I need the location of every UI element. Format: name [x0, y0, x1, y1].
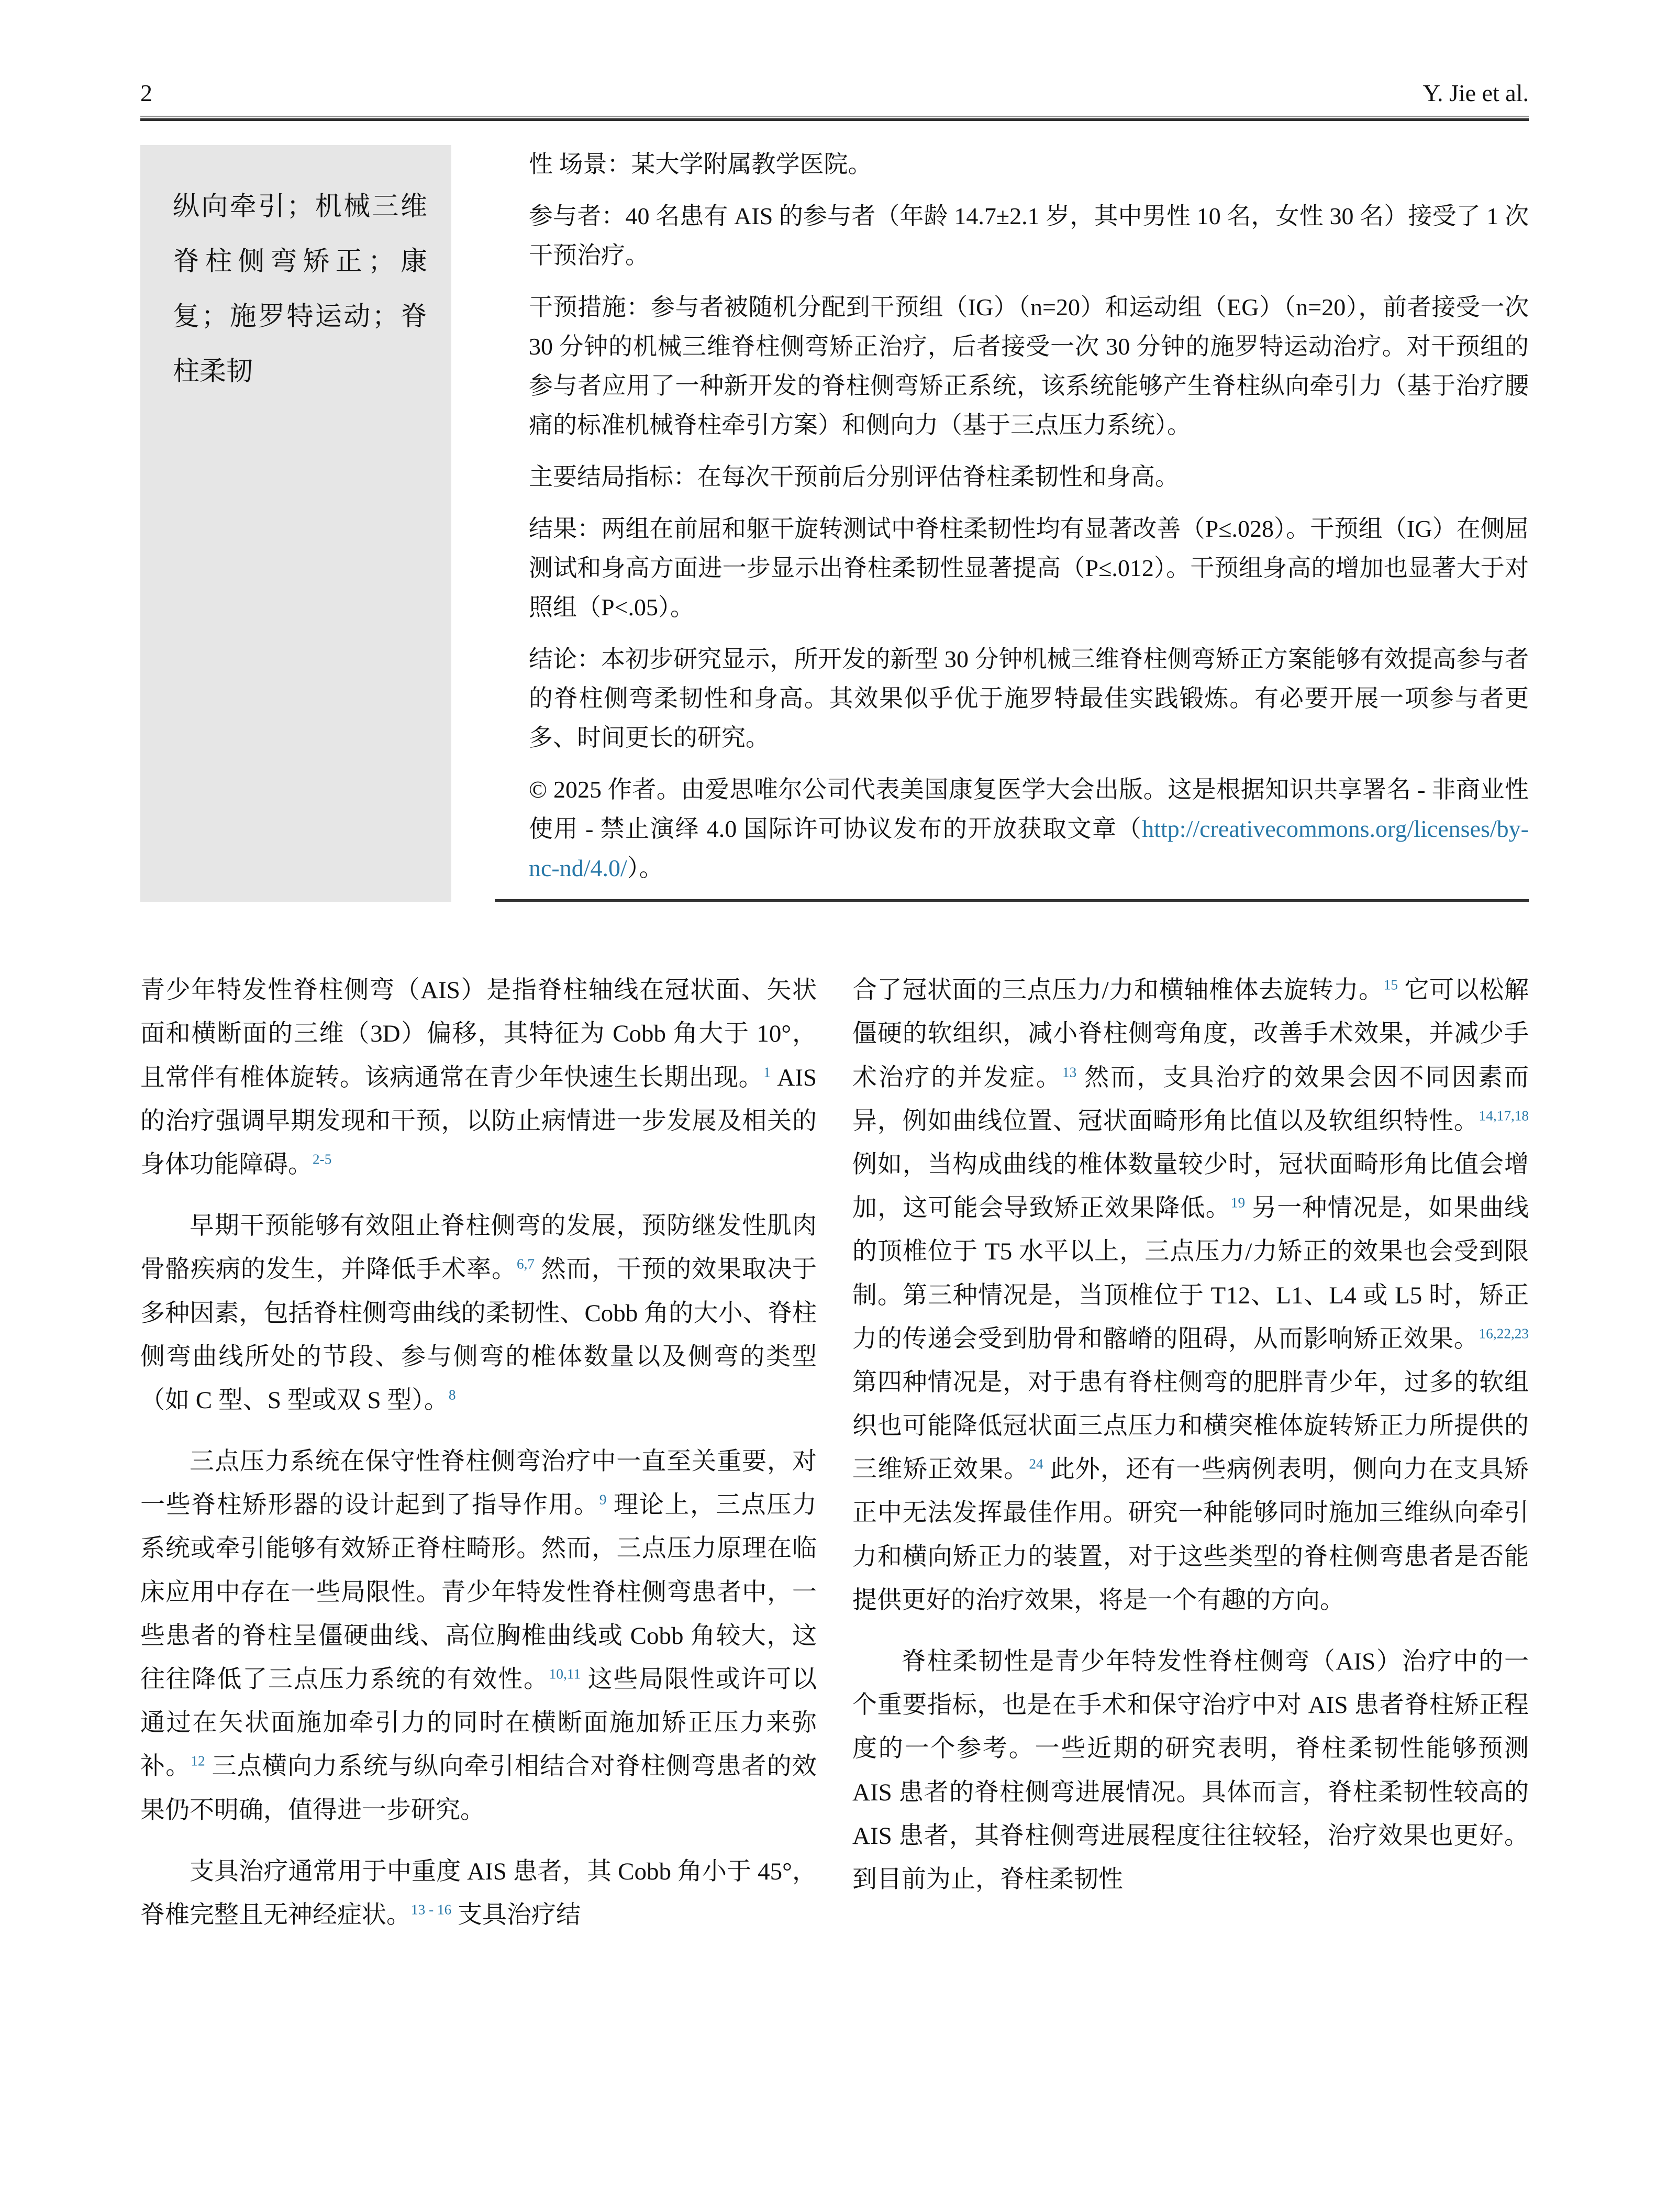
- copyright-paragraph: © 2025 作者。由爱思唯尔公司代表美国康复医学大会出版。这是根据知识共享署名 - 非商业性使用 - 禁止演绎 4.0 国际许可协议发布的开放获取文章（http://creativecommons.org/licenses/by-nc-nd/4.0/）。: [529, 776, 1529, 881]
- citation-ref[interactable]: 1: [763, 1064, 771, 1080]
- body-paragraph: 脊柱柔韧性是青少年特发性脊柱侧弯（AIS）治疗中的一个重要指标，也是在手术和保守治疗中对 AIS 患者脊柱矫正程度的一个参考。一些近期的研究表明，脊柱柔韧性能够预测 AIS 患者的脊柱侧弯进展情况。具体而言，脊柱柔韧性较高的 AIS 患者，其脊柱侧弯进展程度往往较轻，治疗效果也更好。到目前为止，脊柱柔韧性: [852, 1648, 1529, 1893]
- header-rule: [140, 116, 1529, 121]
- abstract-paragraph-setting: 性 场景：某大学附属教学医院。: [529, 151, 872, 178]
- abstract-paragraph-results: 结果：两组在前屈和躯干旋转测试中脊柱柔韧性均有显著改善（P≤.028）。干预组（IG）在侧屈测试和身高方面进一步显示出脊柱柔韧性显著提高（P≤.012）。干预组身高的增加也显著大于对照组（P<.05）。: [529, 515, 1529, 621]
- citation-ref[interactable]: 16,22,23: [1479, 1325, 1529, 1342]
- left-column: [140, 969, 817, 1955]
- body-paragraph: 合了冠状面的三点压力/力和横轴椎体去旋转力。$^{15}$ 它可以松解僵硬的软组织，减小脊柱侧弯角度，改善手术效果，并减少手术治疗的并发症。$^{13}$ 然而，支具治疗的效果会因不同因素而异，例如曲线位置、冠状面畸形角比值以及软组织特性。$^{14,17,18}$ 例如，当构成曲线的椎体数量较少时，冠状面畸形角比值会增加，这可能会导致矫正效果降低。$^{19}$ 另一种情况是，如果曲线的顶椎位于 T5 水平以上，三点压力/力矫正的效果也会受到限制。第三种情况是，当顶椎位于 T12、L1、L4 或 L5 时，矫正力的传递会受到肋骨和髂嵴的阻碍，从而影响矫正效果。$^{16,22,23}$ 第四种情况是，对于患有脊柱侧弯的肥胖青少年，过多的软组织也可能降低冠状面三点压力和横突椎体旋转矫正力所提供的三维矫正效果。$^{24}$ 此外，还有一些病例表明，侧向力在支具矫正中无法发挥最佳作用。研究一种能够同时施加三维纵向牵引力和横向矫正力的装置，对于这些类型的脊柱侧弯患者是否能提供更好的治疗效果，将是一个有趣的方向。: [852, 977, 1529, 1614]
- citation-ref[interactable]: 8: [448, 1387, 456, 1403]
- citation-ref[interactable]: 15: [1383, 977, 1398, 993]
- abstract-paragraph-outcome-measures: 主要结局指标：在每次干预前后分别评估脊柱柔韧性和身高。: [529, 463, 1179, 490]
- body-paragraph: 早期干预能够有效阻止脊柱侧弯的发展，预防继发性肌肉骨骼疾病的发生，并降低手术率。$^{6,7}$ 然而，干预的效果取决于多种因素，包括脊柱侧弯曲线的柔韧性、Cobb 角的大小、脊柱侧弯曲线所处的节段、参与侧弯的椎体数量以及侧弯的类型（如 C 型、S 型或双 S 型）。$^8$: [140, 1212, 817, 1414]
- keywords-text: 纵向牵引；机械三维脊柱侧弯矫正；康复；施罗特运动；脊柱柔韧: [173, 192, 427, 387]
- citation-ref[interactable]: 24: [1029, 1456, 1043, 1472]
- page-header: [140, 79, 1529, 107]
- abstract-body: [529, 145, 1529, 902]
- right-column: [852, 969, 1529, 1955]
- article-body: [140, 969, 1529, 1955]
- abstract-paragraph-participants: 参与者：40 名患有 AIS 的参与者（年龄 14.7±2.1 岁，其中男性 10 名，女性 30 名）接受了 1 次干预治疗。: [529, 203, 1529, 269]
- running-head: Y. Jie et al.: [1422, 80, 1529, 106]
- citation-ref[interactable]: 19: [1230, 1195, 1246, 1211]
- citation-ref[interactable]: 12: [191, 1753, 205, 1769]
- body-paragraph: 青少年特发性脊柱侧弯（AIS）是指脊柱轴线在冠状面、矢状面和横断面的三维（3D）偏移，其特征为 Cobb 角大于 10°，且常伴有椎体旋转。该病通常在青少年快速生长期出现。$^1$ AIS 的治疗强调早期发现和干预，以防止病情进一步发展及相关的身体功能障碍。$^{2-5}$: [140, 977, 817, 1178]
- citation-ref[interactable]: 13 - 16: [411, 1901, 452, 1918]
- abstract-paragraph-conclusions: 结论：本初步研究显示，所开发的新型 30 分钟机械三维脊柱侧弯矫正方案能够有效提高参与者的脊柱侧弯柔韧性和身高。其效果似乎优于施罗特最佳实践锻炼。有必要开展一项参与者更多、时间更长的研究。: [529, 645, 1529, 751]
- cc-license-link[interactable]: http://creativecommons.org/licenses/by-nc-nd/4.0/: [529, 815, 1529, 881]
- abstract-divider: [495, 899, 1529, 902]
- citation-ref[interactable]: 9: [599, 1491, 607, 1508]
- page-number: 2: [140, 80, 152, 106]
- keywords-box: [140, 145, 451, 902]
- body-paragraph: 支具治疗通常用于中重度 AIS 患者，其 Cobb 角小于 45°，脊椎完整且无神经症状。$^{13 - 16}$ 支具治疗结: [140, 1857, 817, 1929]
- body-paragraph: 三点压力系统在保守性脊柱侧弯治疗中一直至关重要，对一些脊柱矫形器的设计起到了指导作用。$^9$ 理论上，三点压力系统或牵引能够有效矫正脊柱畸形。然而，三点压力原理在临床应用中存在一些局限性。青少年特发性脊柱侧弯患者中，一些患者的脊柱呈僵硬曲线、高位胸椎曲线或 Cobb 角较大，这往往降低了三点压力系统的有效性。$^{10,11}$ 这些局限性或许可以通过在矢状面施加牵引力的同时在横断面施加矫正压力来弥补。$^{12}$ 三点横向力系统与纵向牵引相结合对脊柱侧弯患者的效果仍不明确，值得进一步研究。: [140, 1448, 817, 1824]
- citation-ref[interactable]: 14,17,18: [1479, 1108, 1529, 1124]
- citation-ref[interactable]: 6,7: [516, 1256, 535, 1272]
- citation-ref[interactable]: 2-5: [313, 1151, 332, 1167]
- abstract-section: [140, 145, 1529, 902]
- abstract-paragraph-interventions: 干预措施：参与者被随机分配到干预组（IG）（n=20）和运动组（EG）（n=20），前者接受一次 30 分钟的机械三维脊柱侧弯矫正治疗，后者接受一次 30 分钟的施罗特运动治疗。对干预组的参与者应用了一种新开发的脊柱侧弯矫正系统，该系统能够产生脊柱纵向牵引力（基于治疗腰痛的标准机械脊柱牵引方案）和侧向力（基于三点压力系统）。: [529, 294, 1529, 438]
- citation-ref[interactable]: 13: [1062, 1064, 1077, 1080]
- citation-ref[interactable]: 10,11: [549, 1666, 581, 1682]
